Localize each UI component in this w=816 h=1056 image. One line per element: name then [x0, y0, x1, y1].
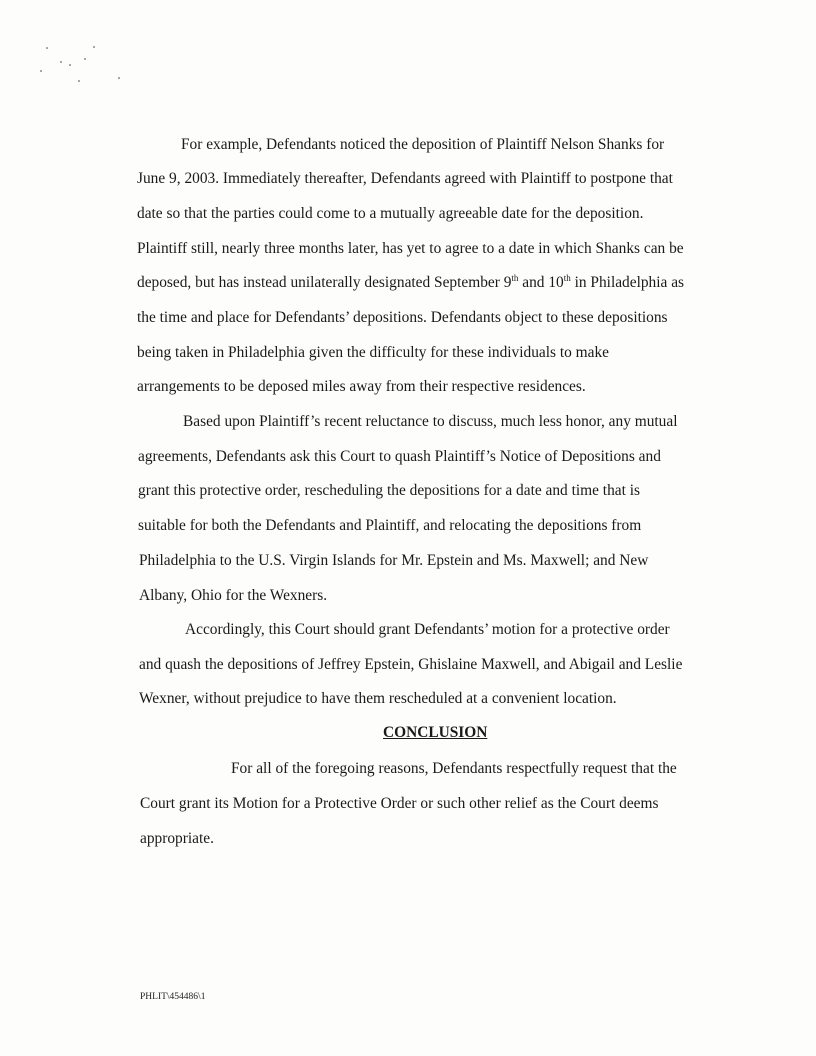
paragraph-1-line-8: arrangements to be deposed miles away from their respective residences. [137, 378, 586, 395]
paragraph-1-line-6: the time and place for Defendants’ depositions. Defendants object to these depositions [137, 309, 668, 326]
conclusion-heading: CONCLUSION [383, 724, 488, 741]
line-5-part-a: deposed, but has instead unilaterally designated September 9 [137, 274, 512, 291]
paragraph-3-line-3: Wexner, without prejudice to have them rescheduled at a convenient location. [139, 690, 617, 707]
paragraph-1-line-3: date so that the parties could come to a mutually agreeable date for the deposition. [137, 205, 644, 222]
ordinal-superscript: th [563, 273, 571, 283]
paragraph-2-line-1: Based upon Plaintiff’s recent reluctance to discuss, much less honor, any mutual [183, 413, 678, 430]
conclusion-line-1: For all of the foregoing reasons, Defendants respectfully request that the [231, 760, 677, 777]
line-5-part-b: and 10 [518, 274, 564, 291]
scan-speck [46, 47, 48, 49]
line-5-part-c: in Philadelphia as [570, 274, 685, 291]
paragraph-2-line-4: suitable for both the Defendants and Plaintiff, and relocating the depositions from [138, 517, 642, 534]
paragraph-3-line-1: Accordingly, this Court should grant Defendants’ motion for a protective order [185, 621, 670, 638]
scan-speck [93, 46, 95, 48]
paragraph-3-line-2: and quash the depositions of Jeffrey Epstein, Ghislaine Maxwell, and Abigail and Leslie [139, 656, 683, 673]
scan-speck [78, 80, 80, 82]
document-id-footer: PHLIT\454486\1 [140, 992, 206, 1002]
scan-speck [118, 77, 120, 79]
scan-speck [84, 58, 86, 60]
conclusion-line-2: Court grant its Motion for a Protective Order or such other relief as the Court deems [140, 795, 659, 812]
paragraph-1-line-7: being taken in Philadelphia given the difficulty for these individuals to make [137, 344, 610, 361]
paragraph-2-line-6: Albany, Ohio for the Wexners. [139, 587, 328, 604]
paragraph-1-line-2: June 9, 2003. Immediately thereafter, Defendants agreed with Plaintiff to postpone that [137, 170, 673, 187]
scan-speck [60, 61, 62, 63]
scan-speck [69, 64, 71, 66]
ordinal-superscript: th [511, 273, 519, 283]
paragraph-2-line-3: grant this protective order, rescheduling the depositions for a date and time that is [138, 482, 640, 499]
paragraph-1-line-5 [137, 274, 684, 292]
paragraph-1-line-4: Plaintiff still, nearly three months later, has yet to agree to a date in which Shanks can be [137, 240, 684, 257]
paragraph-1-line-1: For example, Defendants noticed the deposition of Plaintiff Nelson Shanks for [181, 136, 665, 153]
paragraph-2-line-5: Philadelphia to the U.S. Virgin Islands for Mr. Epstein and Ms. Maxwell; and New [139, 552, 649, 569]
paragraph-2-line-2: agreements, Defendants ask this Court to quash Plaintiff’s Notice of Depositions and [138, 448, 661, 465]
scan-speck [40, 70, 42, 72]
conclusion-line-3: appropriate. [140, 830, 214, 847]
